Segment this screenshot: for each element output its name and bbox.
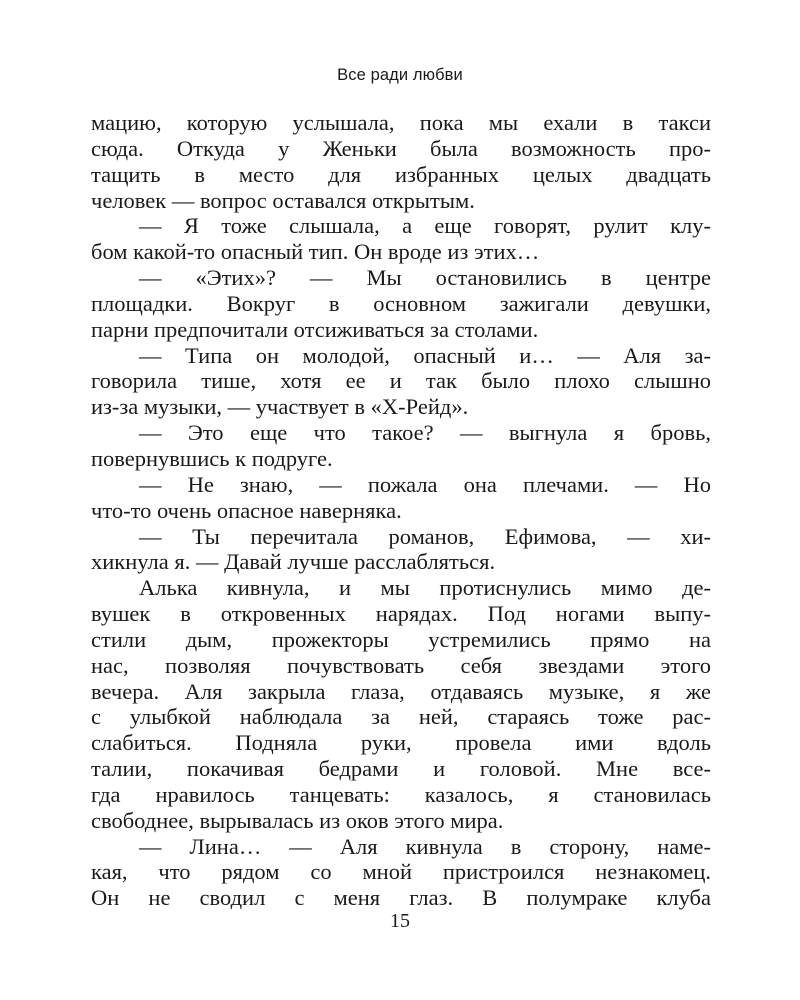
text-line: говорила тише, хотя ее и так было плохо слышно (91, 368, 711, 394)
text-line: свободнее, вырывалась из оков этого мира. (91, 807, 504, 833)
text-line: повернувшись к подруге. (91, 445, 333, 471)
text-line: стили дым, прожекторы устремились прямо на (91, 626, 711, 652)
text-line: нас, позволяя почувствовать себя звездами этого (91, 652, 711, 678)
text-line: бом какой-то опасный тип. Он вроде из этих… (91, 239, 540, 265)
text-line: гда нравилось танцевать: казалось, я становилась (91, 781, 711, 807)
text-line: сюда. Откуда у Женьки была возможность про- (91, 135, 711, 161)
text-line: — «Этих»? — Мы остановились в центре (139, 265, 711, 291)
text-line: площадки. Вокруг в основном зажигали девушки, (91, 290, 711, 316)
text-line: с улыбкой наблюдала за ней, стараясь тоже рас- (91, 704, 711, 730)
text-line: что-то очень опасное наверняка. (91, 497, 402, 523)
text-line: вушек в откровенных нарядах. Под ногами выпу- (91, 601, 711, 627)
text-line: вечера. Аля закрыла глаза, отдаваясь музыке, я же (91, 678, 711, 704)
text-line: — Ты перечитала романов, Ефимова, — хи- (139, 523, 711, 549)
text-line: слабиться. Подняла руки, провела ими вдоль (91, 730, 711, 756)
text-line: талии, покачивая бедрами и головой. Мне все- (91, 756, 711, 782)
text-line: парни предпочитали отсиживаться за столами. (91, 316, 539, 342)
text-line: хикнула я. — Давай лучше расслабляться. (91, 549, 496, 575)
running-head: Все ради любви (337, 66, 463, 84)
text-line: человек — вопрос оставался открытым. (91, 187, 475, 213)
text-line: мацию, которую услышала, пока мы ехали в такси (91, 110, 711, 135)
text-line: из-за музыки, — участвует в «Х-Рейд». (91, 394, 469, 420)
text-line: Он не сводил с меня глаз. В полумраке клуба (91, 885, 711, 911)
text-line: — Не знаю, — пожала она плечами. — Но (139, 471, 711, 497)
text-line: — Это еще что такое? — выгнула я бровь, (139, 420, 711, 446)
text-line: тащить в место для избранных целых двадцать (91, 161, 711, 187)
text-line: Алька кивнула, и мы протиснулись мимо де- (139, 575, 711, 601)
text-line: — Лина… — Аля кивнула в сторону, наме- (139, 833, 711, 859)
text-line: кая, что рядом со мной пристроился незнакомец. (91, 859, 711, 885)
text-line: — Типа он молодой, опасный и… — Аля за- (139, 342, 711, 368)
body-text (91, 110, 711, 911)
text-line: — Я тоже слышала, а еще говорят, рулит клу- (139, 213, 711, 239)
page-number: 15 (390, 910, 410, 932)
